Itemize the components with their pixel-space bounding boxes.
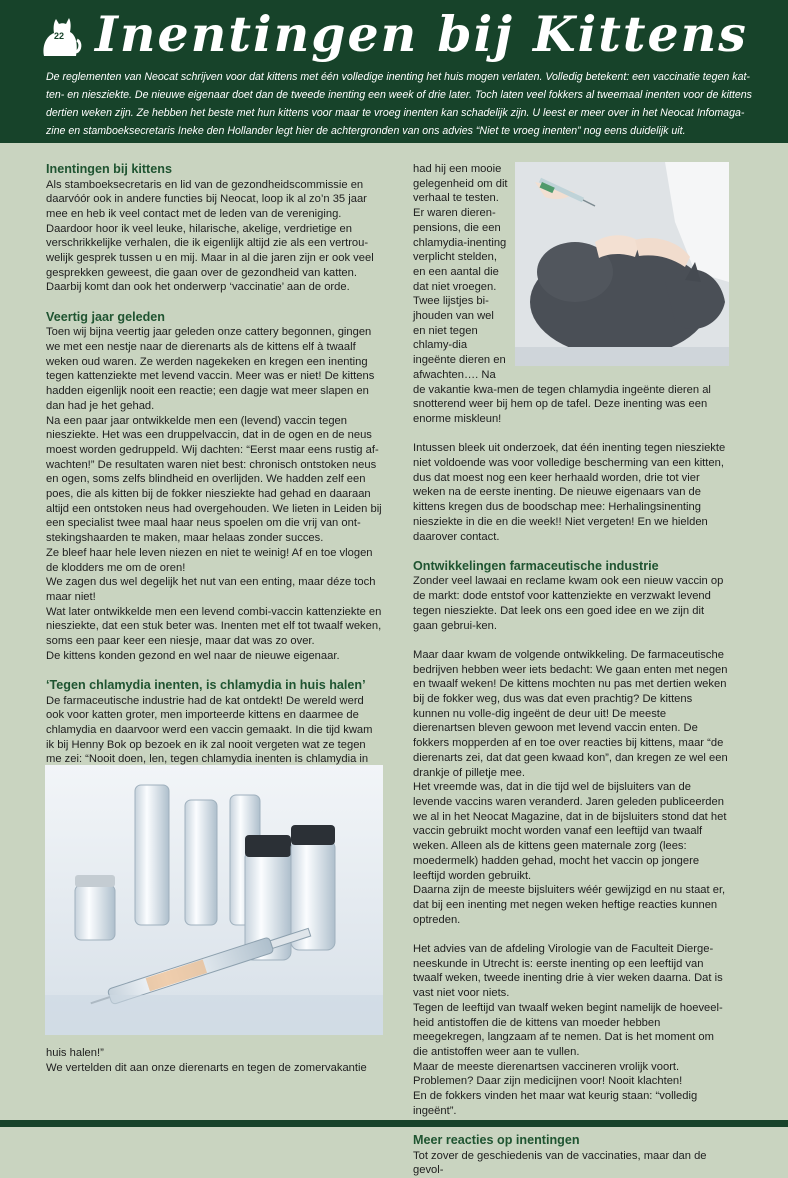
right-column (413, 162, 729, 1178)
paragraph: We vertelden dit aan onze dierenarts en tegen de zomervakantie (46, 1061, 367, 1074)
paragraph: De kittens konden gezond en wel naar de nieuwe eigenaar. (46, 649, 340, 662)
paragraph: Toen wij bijna veertig jaar geleden onze cattery begonnen, gingen we met een nestje naar de dierenarts als de kittens elf à twaalf weken oud waren. Ze werden nagekeken en kregen een inenting tegen kattenziekte met levend vaccin. Meer was er niet! De kittens hadden eigenlijk nooit een reactie; een dagje wat meer slapen en dan had je het gehad. (46, 326, 375, 412)
paragraph: Na een paar jaar ontwikkelde men een (levend) vaccin tegen niesziekte. Het was een druppelvaccin, dat in de ogen en de neus moest worden gedruppeld. Wij dachten: “Eerst maar eens rustig af-wachten!” De resultaten waren niet best: chronisch ontstoken neus en ogen, soms zelfs blindheid en overlijden. We hadden zelf een poes, die als kitten bij de fokker niesziekte had gehad en daaraan altijd een ontstoken neus had overgehouden. We lieten in Leiden bij een specialist twee maal haar neus spoelen om die vrij van ont-stekingshaarden te maken, maar helaas zonder succes. (46, 414, 382, 545)
paragraph: En de fokkers vinden het maar wat keurig staan: “volledig ingeënt”. (413, 1090, 698, 1117)
paragraph: Zonder veel lawaai en reclame kwam ook een nieuw vaccin op de markt: dode entstof voor kattenziekte en verzwakt levend tegen niesziekte. Dat leek ons een goed idee en we zijn dit gaan gebrui-ken. (413, 575, 724, 632)
paragraph: Het advies van de afdeling Virologie van de Faculteit Dierge-neeskunde in Utrecht is: eerste inenting op een leeftijd van twaalf weken, tweede inenting drie à vier weken daarna. Dat is vast niet voor niets. (413, 943, 723, 1000)
paragraph: De farmaceutische industrie had de kat ontdekt! De wereld werd ook voor katten groter, men importeerde kittens en daarmee de chlamydia en daarvoor werd een vaccin gemaakt. In die tijd kwam ik bij Henny Bok op bezoek en ik zal nooit vergeten wat ze tegen me zei: “Nooit doen, len, tegen chlamydia inenten is chlamydia in (46, 694, 373, 766)
left-column (46, 162, 383, 767)
section-heading: ‘Tegen chlamydia inenten, is chlamydia in huis halen’ (46, 678, 366, 693)
section-heading: Ontwikkelingen farmaceutische industrie (413, 558, 659, 573)
page-title: Inentingen bij Kittens (95, 5, 748, 63)
section-heading: Veertig jaar geleden (46, 309, 165, 324)
vaccine-vials-illustration (45, 765, 383, 1035)
vaccine-vials-photo (45, 765, 383, 1035)
paragraph: huis halen!” (46, 1047, 104, 1059)
cat-injection-illustration (515, 162, 729, 366)
left-column-end (46, 1046, 383, 1075)
paragraph: Het vreemde was, dat in die tijd wel de bijsluiters van de levende vaccins waren veranderd. Jaren geleden publiceerden we al in het Neocat Magazine, dat in de bijsluiters stond dat het vaccin gebruikt mocht worden vanaf een leeftijd van twaalf weken. Alleen als de kittens geen maternale zorg (lees: moedermelk) hadden gehad, mocht het vaccin op jongere leeftijd worden gebruikt. (413, 781, 727, 882)
paragraph: Ze bleef haar hele leven niezen en niet te weinig! Af en toe vlogen de klodders me om de oren! (46, 546, 373, 574)
section-heading: Inentingen bij kittens (46, 162, 172, 176)
section-heading: Meer reacties op inentingen (413, 1133, 580, 1148)
paragraph: Intussen bleek uit onderzoek, dat één inenting tegen niesziekte niet voldoende was voor volledige bescherming van een kitten, dus dat moest nog een keer herhaald worden, drie tot vier weken na de eerste inenting. De nieuwe eigenaars van de kittens kregen dus de boodschap mee: Herhalingsinenting niesziekte in die en die week!! Niet vergeten! En we hielden daarover contact. (413, 442, 726, 543)
paragraph: Als stamboeksecretaris en lid van de gezondheidscommissie en daarvóór ook in andere functies bij Neocat, loop ik al zo’n 35 jaar mee en heb ik veel contact met de leden van de vereniging. Daardoor hoor ik veel leuke, hilarische, akelige, verdrietige en verschrikkelijke verhalen, die ik eigenlijk altijd zie als een vertrou-welijk gesprek tussen u en mij. Maar in al die jaren zijn er ook veel gesprekken geweest, die gaan over de gezondheid van katten. Daarbij komt dan ook het onderwerp ‘vaccinatie’ aan de orde. (46, 178, 374, 294)
bottom-strip (0, 1120, 788, 1127)
header-banner (0, 0, 788, 143)
cat-injection-photo (515, 162, 729, 366)
paragraph: Maar de meeste dierenartsen vaccineren vrolijk voort. Problemen? Daar zijn medicijnen voor! Nooit klachten! (413, 1060, 683, 1088)
intro-paragraph: De reglementen van Neocat schrijven voor dat kittens met één volledige inenting het huis mogen verlaten. Volledig betekent: een vaccinatie tegen kat-ten- en niesziekte. De nieuwe eigenaar doet dan de tweede inenting een week of drie later. Toch laten veel fokkers al tweemaal inenten voor de kittens dertien weken zijn. Ze hebben het beste met hun kittens voor maar te vroeg inenten kan schadelijk zijn. U leest er meer over in het Neocat Infomaga-zine en stamboeksecretaris Ineke den Hollander legt hier de achtergronden van ons advies “Niet te vroeg inenten” nog eens duidelijk uit. (46, 71, 752, 137)
paragraph: Daarna zijn de meeste bijsluiters wéér gewijzigd en nu staat er, dat bij een inenting met negen weken heftige reacties kunnen optreden. (413, 884, 726, 926)
paragraph: Maar daar kwam de volgende ontwikkeling. De farmaceutische bedrijven hebben weer iets bedacht: We gaan enten met negen en twaalf weken! De kittens mochten nu pas met dertien weken bij de fokker weg, dus was dat even prachtig? De kittens kunnen nu volle-dig ingeënt de deur uit! De meeste dierenartsen bleven gewoon met levend vaccin enten. De fokkers mopperden af en toe over reacties bij kittens, maar “de dierenarts zei, dat dat geen kwaad kon”, dan kregen ze wel een drankje of pilletje mee. (413, 648, 728, 779)
paragraph: Tot zover de geschiedenis van de vaccinaties, maar dan de gevol- (413, 1149, 707, 1177)
paragraph: We zagen dus wel degelijk het nut van een enting, maar déze toch maar niet! (46, 576, 376, 603)
page-number: 22 (53, 31, 64, 41)
paragraph: Wat later ontwikkelde men een levend combi-vaccin kattenziekte en niesziekte, dat een stuk beter was. Inenten met elf tot twaalf weken, soms een paar keer een niesje, maar dat was zo over. (46, 605, 382, 648)
paragraph: Tegen de leeftijd van twaalf weken begint namelijk de hoeveel-heid antistoffen die de kittens van moeder hebben meegekregen, langzaam af te nemen. Dat is het moment om die antistoffen weer aan te vullen. (413, 1001, 723, 1058)
paragraph: had hij een mooie gelegenheid om dit verhaal te testen. Er waren dieren-pensions, die een chlamydia-inenting verplicht stelden, en een aantal die dat niet vroegen. Twee lijstjes bi-jhouden van wel en niet tegen chlamy-dia ingeënte dieren en afwachten…. Na de vakantie kwa-men de tegen chlamydia ingeënte dieren al snotterend weer bij hem op de tafel. Deze inenting was een enorme miskleun! (413, 163, 711, 425)
